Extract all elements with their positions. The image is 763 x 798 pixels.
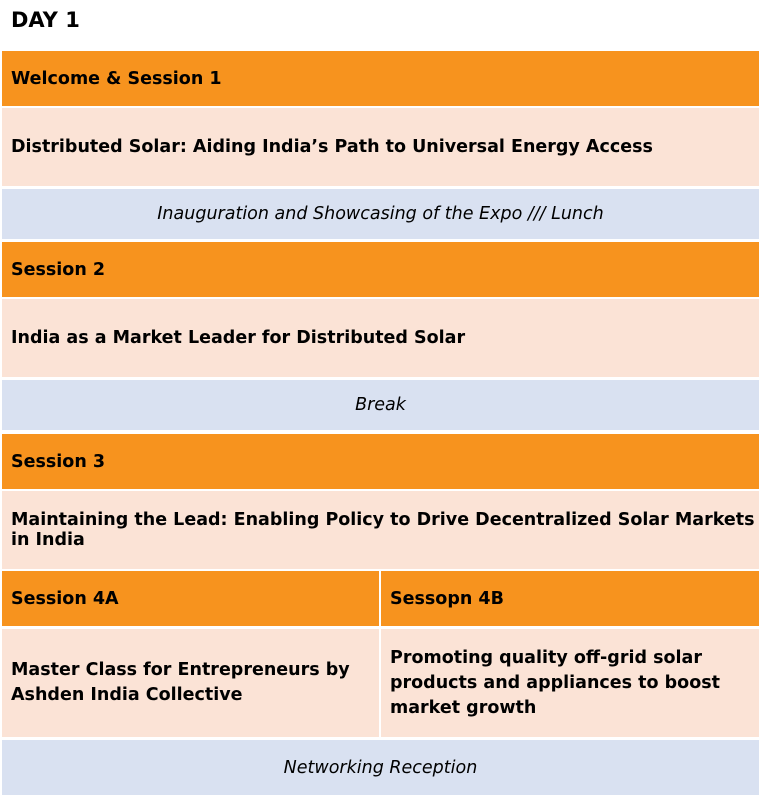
networking-reception-row: Networking Reception — [2, 740, 759, 795]
session-2-topic: India as a Market Leader for Distributed Solar — [2, 299, 759, 377]
session-4a-header: Session 4A — [2, 571, 379, 626]
lunch-break-row: Inauguration and Showcasing of the Expo /// Lunch — [2, 189, 759, 239]
session-3-header: Session 3 — [2, 434, 759, 489]
session-2-header: Session 2 — [2, 242, 759, 297]
day-title: DAY 1 — [11, 8, 80, 32]
break-row: Break — [2, 380, 759, 430]
session-4a-topic: Master Class for Entrepreneurs by Ashden India Collective — [2, 629, 379, 737]
session-3-topic: Maintaining the Lead: Enabling Policy to Drive Decentralized Solar Markets in India — [2, 491, 759, 569]
session-4-header-row — [2, 571, 759, 626]
session-4b-header: Sessopn 4B — [381, 571, 759, 626]
session-1-header: Welcome & Session 1 — [2, 51, 759, 106]
session-1-topic: Distributed Solar: Aiding India’s Path to Universal Energy Access — [2, 108, 759, 186]
session-4-topic-row — [2, 629, 759, 737]
session-4b-topic: Promoting quality off-grid solar products and appliances to boost market growth — [381, 629, 759, 737]
